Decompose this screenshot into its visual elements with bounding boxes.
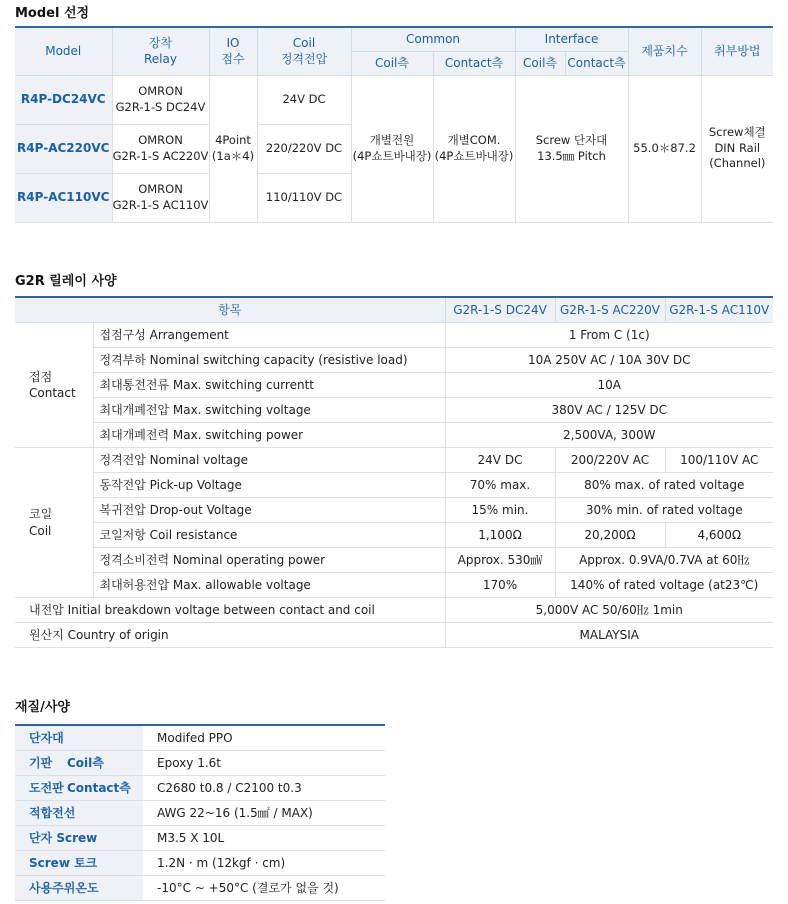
spec-value: 170% (445, 573, 555, 598)
coil-voltage-cell: 24V DC (257, 75, 351, 124)
model-cell: R4P-AC110VC (15, 173, 112, 222)
spec-label: 코일저항 Coil resistance (93, 523, 445, 548)
spec-value: 70% max. (445, 473, 555, 498)
material-section-title: 재질/사양 (15, 700, 70, 715)
material-value: C2680 t0.8 / C2100 t0.3 (143, 776, 385, 801)
relay-cell: OMRON G2R-1-S DC24V (112, 75, 209, 124)
header-common: Common (351, 27, 515, 51)
spec-value: Approx. 0.9VA/0.7VA at 60㎐ (555, 548, 773, 573)
material-label: 적합전선 (15, 801, 143, 826)
origin-label: 원산지 Country of origin (15, 623, 445, 648)
spec-label: 복귀전압 Drop-out Voltage (93, 498, 445, 523)
spec-value: 10A (445, 373, 773, 398)
relay-cell: OMRON G2R-1-S AC110V (112, 173, 209, 222)
coil-voltage-cell: 110/110V DC (257, 173, 351, 222)
header-interface-contact: Contact측 (565, 51, 628, 75)
spec-value: 1 From C (1c) (445, 323, 773, 348)
material-value: -10°C ~ +50°C (결로가 없을 것) (143, 876, 385, 901)
spec-label: 접점구성 Arrangement (93, 323, 445, 348)
model-cell: R4P-AC220VC (15, 124, 112, 173)
spec-value: 30% min. of rated voltage (555, 498, 773, 523)
header-interface: Interface (515, 27, 628, 51)
mount-cell: Screw체결 DIN Rail (Channel) (701, 75, 773, 222)
material-value: Modifed PPO (143, 725, 385, 751)
header-ac110v: G2R-1-S AC110V (665, 297, 773, 323)
header-model: Model (15, 27, 112, 75)
spec-label: 최대개폐전압 Max. switching voltage (93, 398, 445, 423)
coil-group-label: 코일 Coil (15, 448, 93, 598)
model-cell: R4P-DC24VC (15, 75, 112, 124)
material-sublabel: Coil측 (65, 751, 143, 776)
spec-value: 20,200Ω (555, 523, 665, 548)
coil-voltage-cell: 220/220V DC (257, 124, 351, 173)
breakdown-label: 내전압 Initial breakdown voltage between contact and coil (15, 598, 445, 623)
breakdown-value: 5,000V AC 50/60㎐ 1min (445, 598, 773, 623)
header-common-coil: Coil측 (351, 51, 433, 75)
interface-cell: Screw 단자대 13.5㎜ Pitch (515, 75, 628, 222)
material-value: Epoxy 1.6t (143, 751, 385, 776)
spec-label: 동작전압 Pick-up Voltage (93, 473, 445, 498)
spec-label: 최대통전전류 Max. switching currentt (93, 373, 445, 398)
header-interface-coil: Coil측 (515, 51, 565, 75)
header-coil: Coil 정격전압 (257, 27, 351, 75)
common-contact-cell: 개별COM. (4P쇼트바내장) (433, 75, 515, 222)
material-label: 도전판 (15, 776, 65, 801)
material-value: AWG 22~16 (1.5㎟ / MAX) (143, 801, 385, 826)
spec-table (15, 296, 773, 648)
material-value: M3.5 X 10L (143, 826, 385, 851)
spec-label: 정격부하 Nominal switching capacity (resistive load) (93, 348, 445, 373)
spec-value: 1,100Ω (445, 523, 555, 548)
spec-value: 140% of rated voltage (at23℃) (555, 573, 773, 598)
material-label: 단자대 (15, 725, 143, 751)
spec-value: 80% max. of rated voltage (555, 473, 773, 498)
model-selection-table (15, 26, 773, 223)
model-section-title: Model 선정 (15, 6, 90, 21)
material-label: 단자 Screw (15, 826, 143, 851)
header-item: 항목 (15, 297, 445, 323)
spec-section-title: G2R 릴레이 사양 (15, 274, 117, 289)
spec-label: 정격소비전력 Nominal operating power (93, 548, 445, 573)
header-relay: 장착 Relay (112, 27, 209, 75)
spec-label: 정격전압 Nominal voltage (93, 448, 445, 473)
spec-value: 380V AC / 125V DC (445, 398, 773, 423)
size-cell: 55.0＊87.2 (628, 75, 701, 222)
header-common-contact: Contact측 (433, 51, 515, 75)
material-label: 사용주위온도 (15, 876, 143, 901)
header-mount: 취부방법 (701, 27, 773, 75)
header-dc24v: G2R-1-S DC24V (445, 297, 555, 323)
io-points-cell: 4Point (1a＊4) (209, 75, 257, 222)
material-sublabel: Contact측 (65, 776, 143, 801)
header-ac220v: G2R-1-S AC220V (555, 297, 665, 323)
spec-label: 최대개폐전력 Max. switching power (93, 423, 445, 448)
material-label: 기판 (15, 751, 65, 776)
material-value: 1.2N · m (12kgf · cm) (143, 851, 385, 876)
spec-label: 최대허용전압 Max. allowable voltage (93, 573, 445, 598)
spec-value: 10A 250V AC / 10A 30V DC (445, 348, 773, 373)
material-label: Screw 토크 (15, 851, 143, 876)
spec-value: Approx. 530㎽ (445, 548, 555, 573)
common-coil-cell: 개별전원 (4P쇼트바내장) (351, 75, 433, 222)
spec-value: 24V DC (445, 448, 555, 473)
spec-value: 2,500VA, 300W (445, 423, 773, 448)
origin-value: MALAYSIA (445, 623, 773, 648)
relay-cell: OMRON G2R-1-S AC220V (112, 124, 209, 173)
contact-group-label: 접점 Contact (15, 323, 93, 448)
spec-value: 100/110V AC (665, 448, 773, 473)
spec-value: 200/220V AC (555, 448, 665, 473)
spec-value: 15% min. (445, 498, 555, 523)
header-size: 제품치수 (628, 27, 701, 75)
header-io: IO 점수 (209, 27, 257, 75)
material-table (15, 724, 385, 901)
spec-value: 4,600Ω (665, 523, 773, 548)
